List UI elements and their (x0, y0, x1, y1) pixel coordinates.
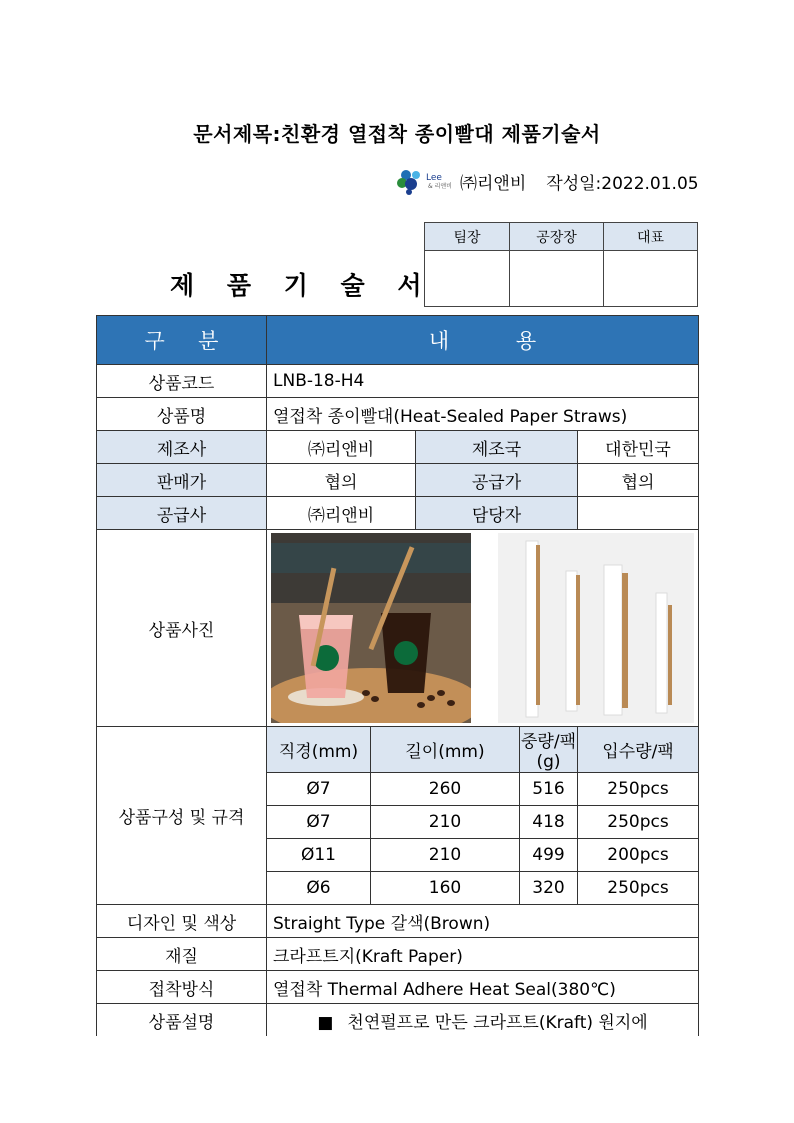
description-text: 천연펄프로 만든 크라프트(Kraft) 원지에 (347, 1012, 648, 1033)
document-title: 문서제목:친환경 열접착 종이빨대 제품기술서 (193, 122, 601, 146)
value-material: 크라프트지(Kraft Paper) (267, 938, 699, 971)
company-name: ㈜리앤비 (459, 173, 527, 194)
sign-box-team-lead[interactable] (425, 251, 510, 307)
label-product-photo: 상품사진 (97, 530, 267, 727)
spec-row: Ø6 160 320 250pcs (97, 872, 699, 905)
sign-box-factory-manager[interactable] (510, 251, 604, 307)
label-material: 재질 (97, 938, 267, 971)
spec-row: Ø7 260 516 250pcs (97, 773, 699, 806)
spec-row: Ø7 210 418 250pcs (97, 806, 699, 839)
value-country: 대한민국 (578, 431, 699, 464)
company-logo: Lee & 리앤비 (396, 167, 452, 195)
main-title: 제 품 기 술 서 (170, 271, 434, 300)
header-content: 내 용 (267, 316, 699, 365)
approval-table (424, 222, 698, 307)
label-product-code: 상품코드 (97, 365, 267, 398)
spec-header-diameter: 직경(mm) (267, 727, 371, 773)
label-product-name: 상품명 (97, 398, 267, 431)
label-supply-price: 공급가 (416, 464, 578, 497)
label-spec: 상품구성 및 규격 (97, 727, 267, 905)
spec-table (96, 315, 699, 1036)
value-manufacturer: ㈜리앤비 (267, 431, 416, 464)
created-date: 작성일:2022.01.05 (546, 173, 699, 194)
header-category: 구 분 (97, 316, 267, 365)
logo-mark-icon (396, 167, 426, 195)
approval-ceo: 대표 (604, 223, 698, 251)
value-description (267, 1004, 699, 1037)
value-supply-price: 협의 (578, 464, 699, 497)
label-design: 디자인 및 색상 (97, 905, 267, 938)
spec-row: Ø11 210 499 200pcs (97, 839, 699, 872)
value-supplier: ㈜리앤비 (267, 497, 416, 530)
spec-header-quantity: 입수량/팩 (578, 727, 699, 773)
approval-factory-manager: 공장장 (510, 223, 604, 251)
value-sale-price: 협의 (267, 464, 416, 497)
value-product-code: LNB-18-H4 (267, 365, 699, 398)
product-photos (267, 530, 699, 727)
value-manager[interactable] (578, 497, 699, 530)
label-supplier: 공급사 (97, 497, 267, 530)
label-bonding: 접착방식 (97, 971, 267, 1004)
spec-header-length: 길이(mm) (371, 727, 520, 773)
label-country: 제조국 (416, 431, 578, 464)
label-manufacturer: 제조사 (97, 431, 267, 464)
photo-wrapped-straws (498, 533, 694, 723)
sign-box-ceo[interactable] (604, 251, 698, 307)
approval-team-lead: 팀장 (425, 223, 510, 251)
value-bonding: 열접착 Thermal Adhere Heat Seal(380℃) (267, 971, 699, 1004)
value-design: Straight Type 갈색(Brown) (267, 905, 699, 938)
label-manager: 담당자 (416, 497, 578, 530)
label-description: 상품설명 (97, 1004, 267, 1037)
company-line (396, 166, 699, 196)
spec-header-weight: 중량/팩(g) (520, 727, 578, 773)
value-product-name: 열접착 종이빨대(Heat-Sealed Paper Straws) (267, 398, 699, 431)
bullet-icon: ■ (317, 1012, 334, 1033)
photo-iced-drinks (271, 533, 471, 723)
label-sale-price: 판매가 (97, 464, 267, 497)
